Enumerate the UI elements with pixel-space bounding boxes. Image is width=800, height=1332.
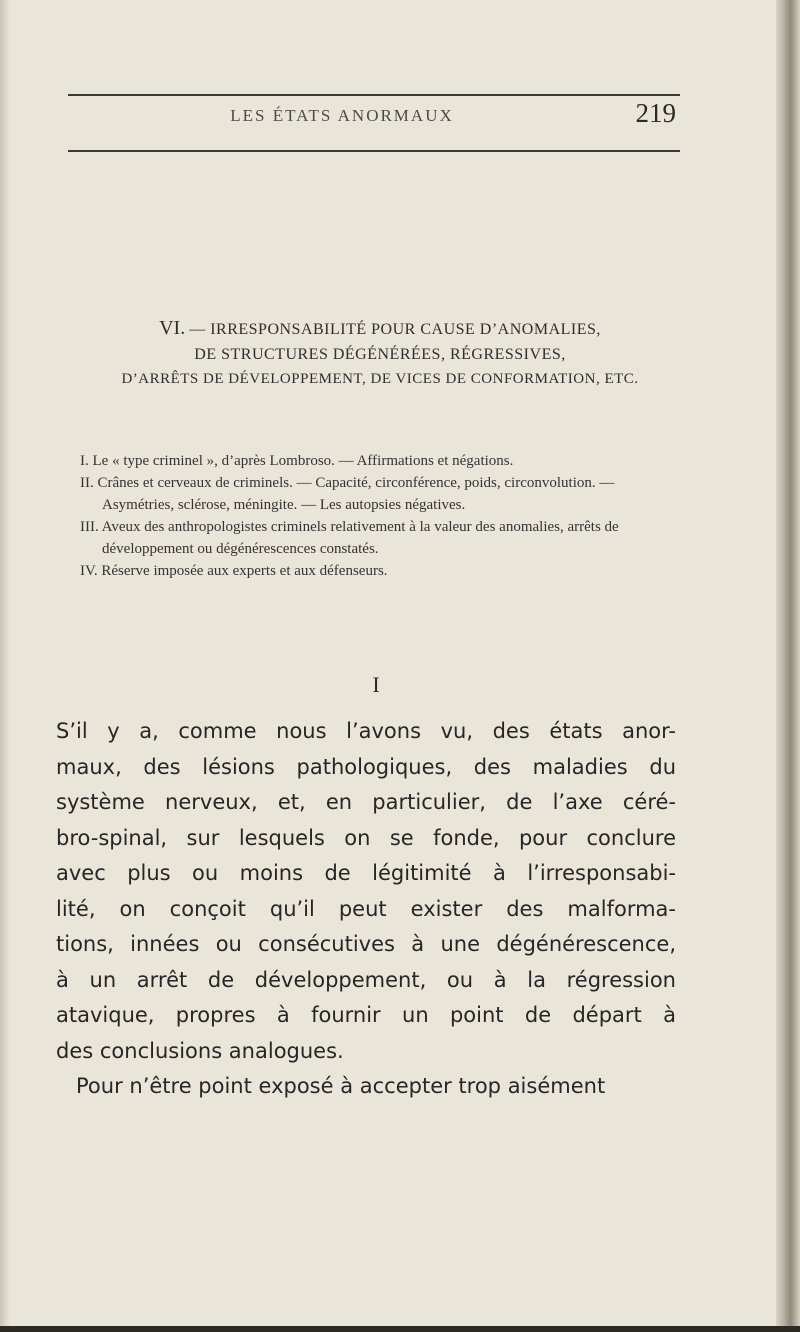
body-text — [56, 714, 676, 1105]
running-title: LES ÉTATS ANORMAUX — [230, 106, 454, 125]
chapter-title — [80, 316, 680, 392]
page-header — [68, 94, 680, 154]
chapter-title-line-2: DE STRUCTURES DÉGÉNÉRÉES, RÉGRESSIVES, — [194, 346, 566, 363]
summary-item: IV. Réserve imposée aux experts et aux défenseurs. — [80, 563, 388, 579]
body-line: lité, on conçoit qu’il peut exister des malforma- — [56, 896, 676, 921]
chapter-numeral: VI. — [159, 317, 186, 339]
body-line: avec plus ou moins de légitimité à l’irresponsabi- — [56, 861, 676, 885]
body-line: système nerveux, et, en particulier, de l’axe céré- — [56, 790, 676, 814]
body-line: bro-spinal, sur lesquels on se fonde, pour conclure — [56, 825, 676, 850]
chapter-title-line-1 — [80, 316, 680, 342]
page-number: 219 — [635, 98, 676, 128]
page-binding-edge — [776, 0, 800, 1332]
page-bottom-edge — [0, 1326, 800, 1332]
body-line: des conclusions analogues. — [56, 1038, 344, 1063]
section-numeral: I — [372, 672, 380, 697]
summary-item: III. Aveux des anthropologistes criminels relativement à la valeur des anomalies, arrêts de développement ou dégénérescences constatés. — [80, 519, 619, 557]
body-line: Pour n’être point exposé à accepter trop aisément — [76, 1074, 606, 1098]
chapter-title-text: — IRRESPONSABILITÉ POUR CAUSE D’ANOMALIES, — [189, 321, 601, 338]
body-line: tions, innées ou consécutives à une dégénérescence, — [56, 932, 676, 956]
chapter-title-line-3: D’ARRÊTS DE DÉVELOPPEMENT, DE VICES DE CONFORMATION, ETC. — [121, 371, 639, 387]
header-rule-bottom — [68, 150, 680, 152]
body-line: S’il y a, comme nous l’avons vu, des états anor- — [56, 719, 676, 743]
page-left-edge — [0, 0, 10, 1332]
header-rule-top — [68, 94, 680, 96]
body-line: maux, des lésions pathologiques, des maladies du — [56, 754, 676, 779]
body-line: atavique, propres à fournir un point de départ à — [56, 1003, 676, 1027]
body-line: à un arrêt de développement, ou à la régression — [56, 967, 676, 992]
summary-item: II. Crânes et cerveaux de criminels. — Capacité, circonférence, poids, circonvolution. — Asymétries, sclérose, méningite. — Les autopsies négatives. — [80, 475, 615, 513]
summary-item: I. Le « type criminel », d’après Lombroso. — Affirmations et négations. — [80, 453, 514, 469]
chapter-summary — [80, 450, 680, 582]
